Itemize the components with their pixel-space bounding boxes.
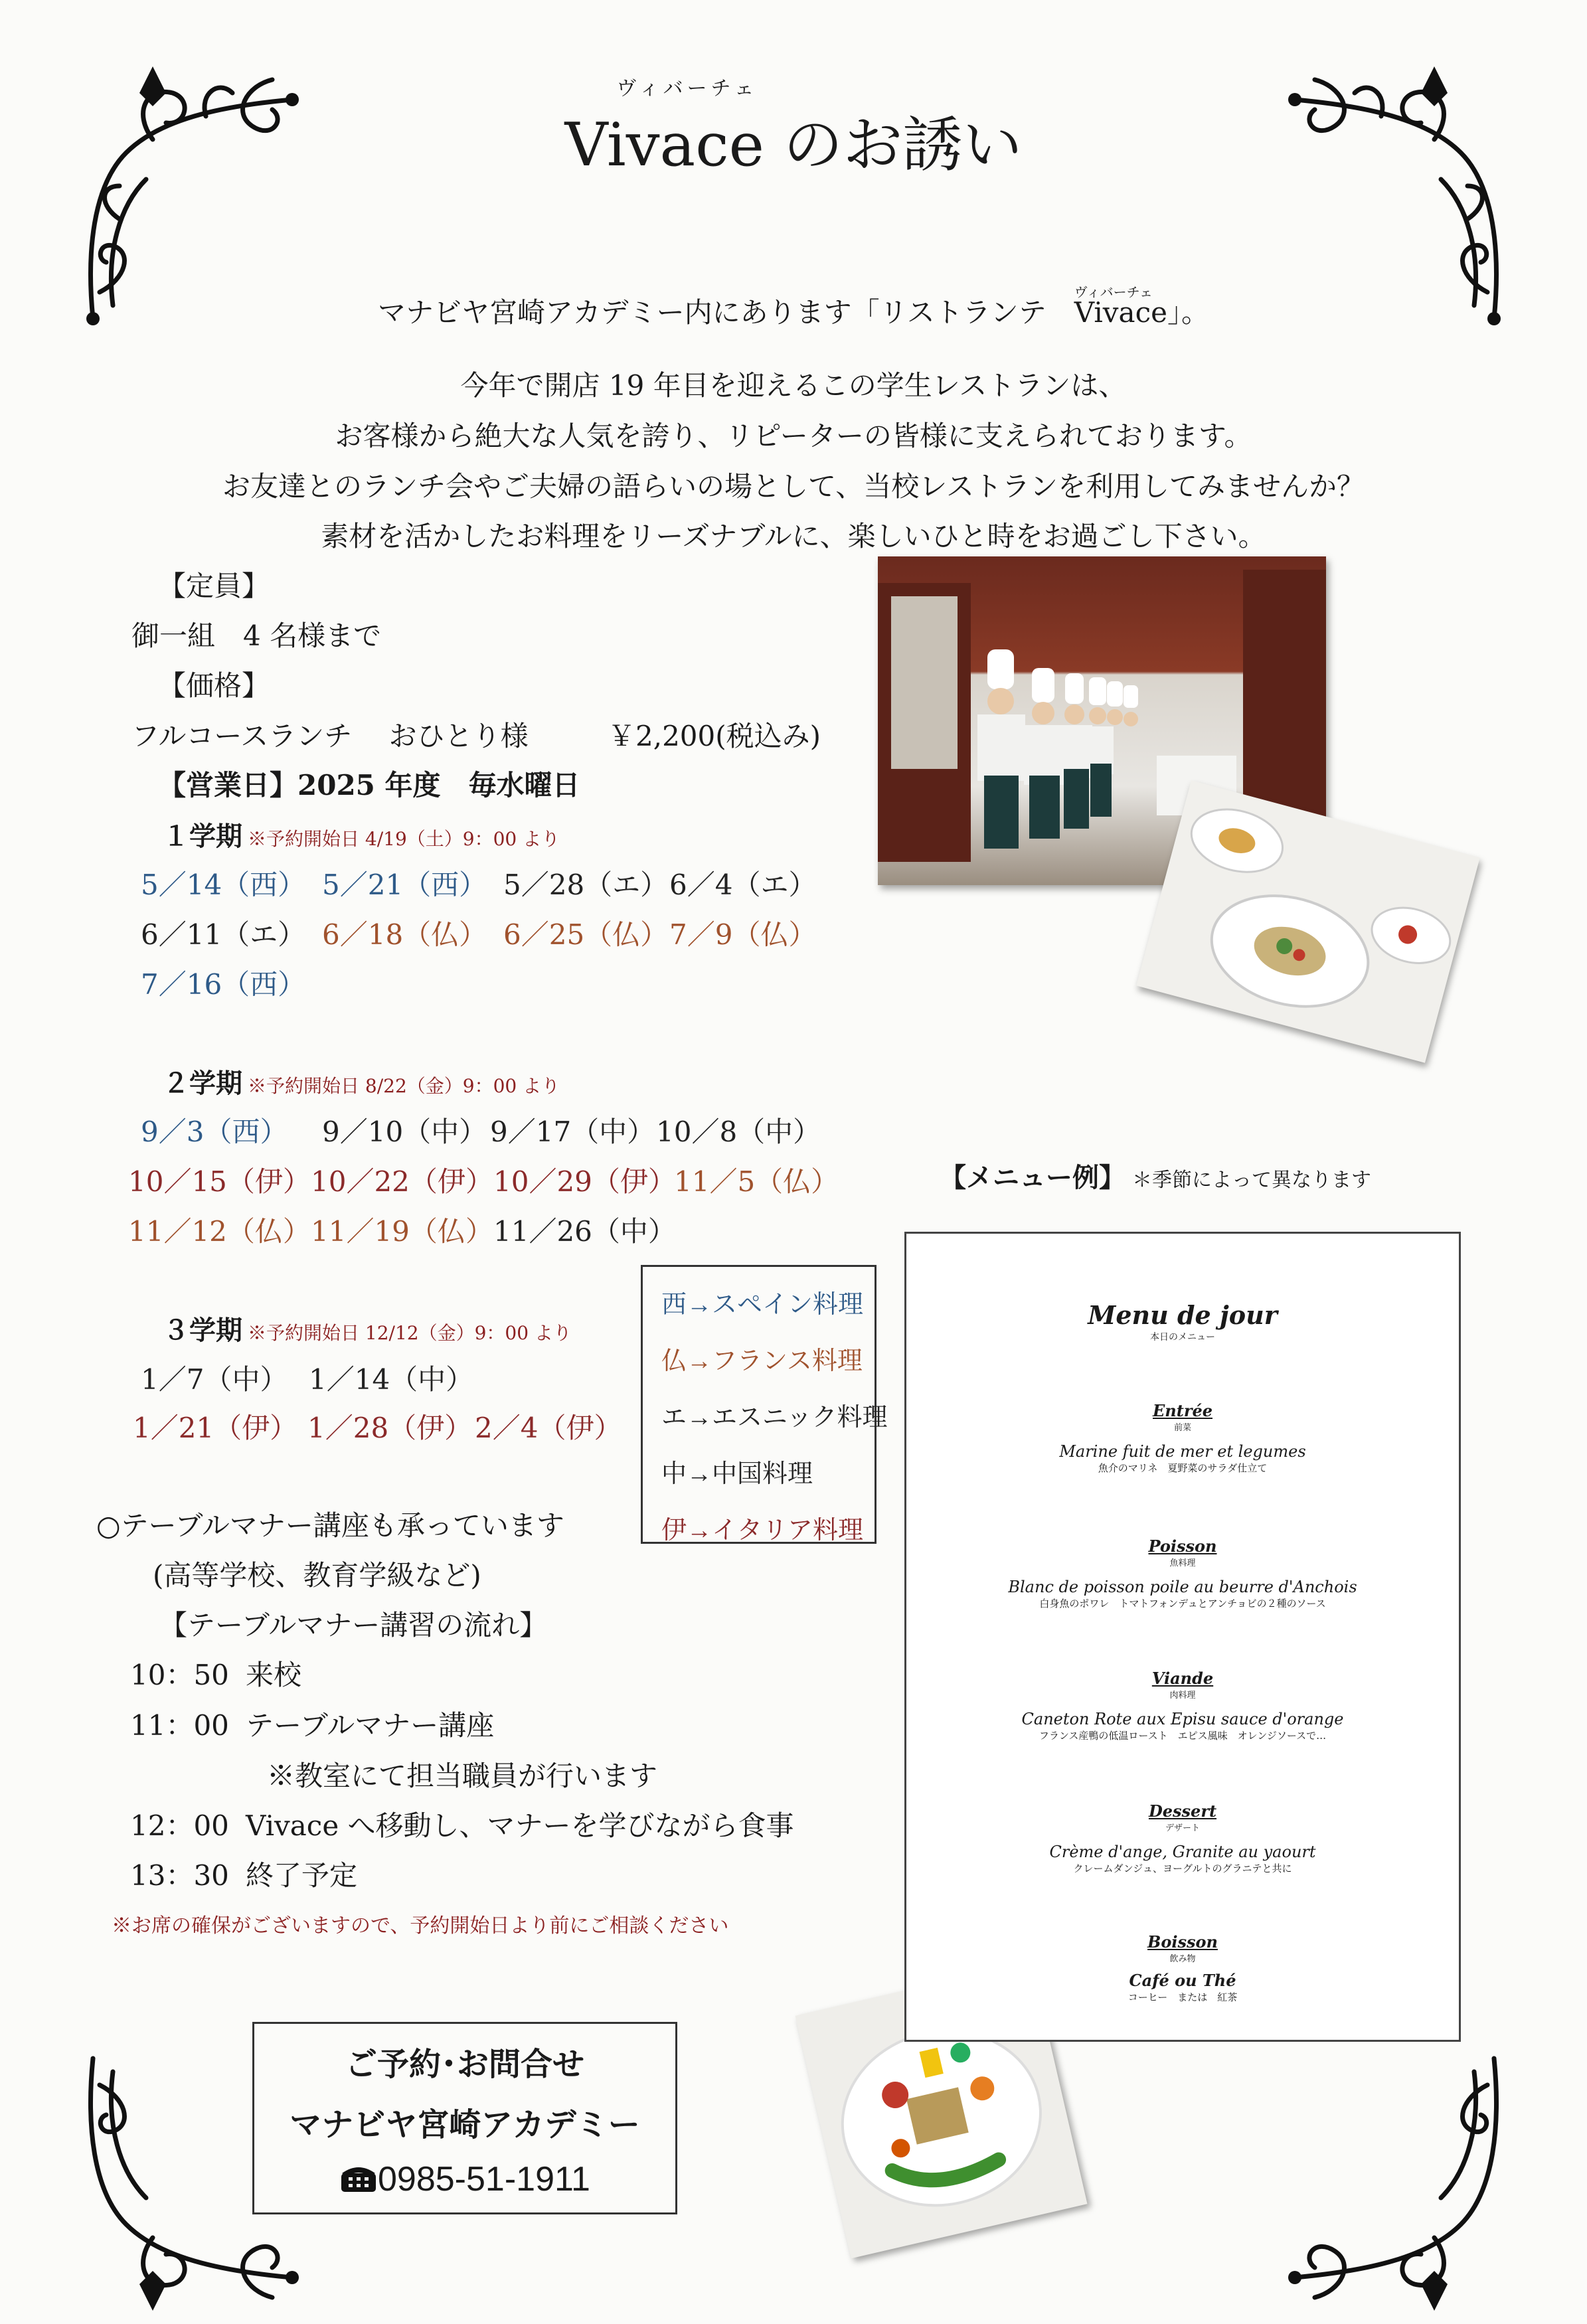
table-manner-note: ○テーブルマナー講座も承っています [96, 1509, 564, 1542]
term2-date: 11／12（仏） [128, 1215, 311, 1248]
schedule-text: 終了予定 [246, 1859, 358, 1892]
schedule-text: ※教室にて担当職員が行います [267, 1760, 658, 1792]
legend-ethnic: エ→エスニック料理 [661, 1404, 888, 1432]
term2-header: ２学期 ※予約開始日 8/22（金）9：00 より [163, 1068, 560, 1099]
menu-course: Boisson 飲み物 Café ou Thé コーヒー または 紅茶 [1128, 1932, 1238, 2003]
term1-date: 5／28（エ） [503, 869, 669, 901]
term1-date: 6／18（仏） [322, 918, 487, 951]
reservation-warning: ※お席の確保がございますので、予約開始日より前にご相談ください [112, 1914, 729, 1938]
dishes-photo [1136, 780, 1479, 1063]
corner-ornament-bottom-right [1275, 2045, 1514, 2324]
term1-date: 6／4（エ） [669, 869, 817, 901]
menu-course: Viande 肉料理 Caneton Rote aux Episu sauce d'orange フランス産鴨の低温ロースト エピス風味 オレンジソースで… [1021, 1669, 1344, 1742]
price-value: ￥2,200(税込み) [608, 720, 821, 752]
schedule-text: Vivace へ移動し、マナーを学びながら食事 [246, 1809, 794, 1842]
term2-date: 10／22（伊） [311, 1165, 493, 1198]
price-label: 【価格】 [158, 669, 270, 702]
legend-spanish: 西→スペイン料理 [661, 1291, 864, 1319]
corner-ornament-top-left [73, 53, 312, 332]
term3-date: 1／7（中） [141, 1363, 288, 1396]
table-manner-audience: (高等学校、教育学級など) [153, 1559, 481, 1592]
schedule-text: テーブルマナー講座 [246, 1709, 495, 1742]
term2-date: 10／15（伊） [128, 1165, 311, 1198]
term2-date: 10／8（中） [656, 1116, 821, 1148]
capacity-value: 御一組 4 名様まで [131, 620, 382, 652]
term2-date: 10／29（伊） [493, 1165, 676, 1198]
intro-line-4: お友達とのランチ会やご夫婦の語らいの場として、当校レストランを利用してみませんか？ [222, 470, 1365, 503]
term3-date: 1／14（中） [309, 1363, 474, 1396]
intro-line-3: お客様から絶大な人気を誇り、リピーターの皆様に支えられております。 [335, 420, 1252, 452]
contact-phone[interactable]: 0985-51-1911 [254, 2159, 675, 2199]
business-days: 【営業日】2025 年度 毎水曜日 [158, 769, 580, 801]
phone-icon [339, 2162, 378, 2191]
schedule-time: 12：00 [130, 1809, 229, 1842]
page-title: Vivace のお誘い [564, 110, 1023, 180]
term3-header: ３学期 ※予約開始日 12/12（金）9：00 より [163, 1315, 572, 1346]
legend-italian: 伊→イタリア料理 [661, 1517, 864, 1544]
legend-chinese: 中→中国料理 [661, 1460, 813, 1488]
schedule-time: 10：50 [130, 1659, 229, 1691]
capacity-label: 【定員】 [158, 570, 270, 602]
term2-date: 9／10（中） [322, 1116, 487, 1148]
cuisine-legend [641, 1265, 888, 1544]
term1-date: 7／9（仏） [669, 918, 817, 951]
contact-name: マナビヤ宮崎アカデミー [290, 2108, 640, 2143]
term3-date: 1／28（伊） [307, 1412, 473, 1444]
term1-date: 6／11（エ） [141, 918, 306, 951]
term2-date: 11／5（仏） [674, 1165, 839, 1198]
term2-date: 9／3（西） [141, 1116, 288, 1148]
term1-date: 5／21（西） [322, 869, 487, 901]
menu-course: Poisson 魚料理 Blanc de poisson poile au beurre d'Anchois 白身魚のポワレ トマトフォンデュとアンチョビの２種のソース [1008, 1536, 1357, 1610]
contact-box [252, 2022, 677, 2214]
schedule-time: 11：00 [130, 1709, 229, 1742]
term1-header: １学期 ※予約開始日 4/19（土）9：00 より [163, 821, 560, 852]
menu-card-title: Menu de jour [1088, 1300, 1278, 1330]
price-item: フルコースランチ おひとり様 [131, 720, 529, 752]
table-manner-flow-label: 【テーブルマナー講習の流れ】 [159, 1609, 548, 1641]
term2-date: 11／19（仏） [311, 1215, 493, 1248]
corner-ornament-top-right [1275, 53, 1514, 332]
term3-date: 1／21（伊） [133, 1412, 298, 1444]
contact-title: ご予約･お問合せ [345, 2047, 584, 2082]
term2-date: 9／17（中） [490, 1116, 655, 1148]
term3-date: 2／4（伊） [475, 1412, 622, 1444]
schedule-time: 13：30 [130, 1859, 229, 1892]
legend-french: 仏→フランス料理 [661, 1347, 863, 1375]
term1-date: 5／14（西） [141, 869, 306, 901]
term2-date: 11／26（中） [493, 1215, 676, 1248]
menu-card [904, 1232, 1461, 2042]
intro-line-5: 素材を活かしたお料理をリーズナブルに、楽しいひと時をお過ごし下さい。 [321, 520, 1266, 552]
menu-example-label: 【メニュー例】 ＊季節によって異なります [940, 1162, 1371, 1193]
schedule-text: 来校 [246, 1659, 302, 1691]
term1-date: 6／25（仏） [503, 918, 669, 951]
term1-date: 7／16（西） [141, 968, 306, 1001]
intro-line-2: 今年で開店 19 年目を迎えるこの学生レストランは、 [460, 369, 1127, 402]
title-ruby: ヴィバーチェ [616, 77, 758, 100]
menu-course: Dessert デザート Crème d'ange, Granite au yaourt クレームダンジュ、ヨーグルトのグラニテと共に [1049, 1801, 1316, 1874]
menu-course: Entrée 前菜 Marine fuit de mer et legumes 魚介のマリネ 夏野菜のサラダ仕立て [1059, 1401, 1306, 1474]
menu-card-subtitle: 本日のメニュー [1150, 1332, 1215, 1343]
intro-line-1: マナビヤ宮崎アカデミー内にあります「リストランテ ヴィバーチェ Vivace」。 [378, 284, 1209, 329]
